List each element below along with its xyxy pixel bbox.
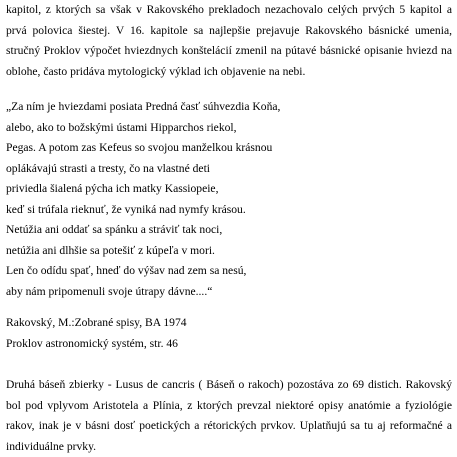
text-line: rakov, inak je v básni dosť poetických a rétorických prvkov. Uplatňujú sa tu aj reformačné a xyxy=(6,416,452,437)
poem-line: Len čo odídu spať, hneď do výšav nad zem sa nesú, xyxy=(6,261,452,282)
citation xyxy=(6,313,452,354)
poem-line: keď si trúfala rieknuť, že vyniká nad nymfy krásou. xyxy=(6,200,452,221)
poem-line: oplákávajú strasti a tresty, čo na vlastné deti xyxy=(6,159,452,180)
poem-line: netúžia ani dlhšie sa potešiť z kúpeľa v mori. xyxy=(6,241,452,262)
text-line: kapitol, z ktorých sa však v Rakovského prekladoch nezachovalo celých prvých 5 kapitol a xyxy=(6,0,452,21)
text-line: stručný Proklov výpočet hviezdnych konštelácií zmenil na pútavé básnické opisanie hviezd na xyxy=(6,41,452,62)
document-page xyxy=(6,0,452,457)
text-line: individuálne prvky. xyxy=(6,437,452,457)
citation-line: Rakovský, M.:Zobrané spisy, BA 1974 xyxy=(6,313,452,334)
poem-line: priviedla šialená pýcha ich matky Kassiopeie, xyxy=(6,179,452,200)
poem-line: Netúžia ani oddať sa spánku a strávіť tak noci, xyxy=(6,220,452,241)
citation-line: Proklov astronomický systém, str. 46 xyxy=(6,334,452,355)
poem-quote xyxy=(6,97,452,302)
text-line: prvá polovica šiestej. V 16. kapitole sa najlepšie prejavuje Rakovského básnické umenia, xyxy=(6,21,452,42)
text-line: bol pod vplyvom Aristotela a Plínia, z ktorých prevzal niektoré opisy anatómie a fyziológie xyxy=(6,396,452,417)
poem-line: alebo, ako to božskými ústami Hipparchos riekol, xyxy=(6,118,452,139)
text-line: oblohe, často pridáva mytologický výklad ich objavenie na nebi. xyxy=(6,62,452,83)
poem-line: „Za ním je hviezdami posiata Predná časť súhvezdia Koňa, xyxy=(6,97,452,118)
poem-line: Pegas. A potom zas Kefeus so svojou manželkou krásnou xyxy=(6,138,452,159)
text-line: Druhá báseň zbierky - Lusus de cancris ( Báseň o rakoch) pozostáva zo 69 distich. Rakovský xyxy=(6,375,452,396)
poem-line: aby nám pripomenuli svoje útrapy dávne....“ xyxy=(6,282,452,303)
paragraph-lusus xyxy=(6,375,452,457)
paragraph-intro xyxy=(6,0,452,82)
